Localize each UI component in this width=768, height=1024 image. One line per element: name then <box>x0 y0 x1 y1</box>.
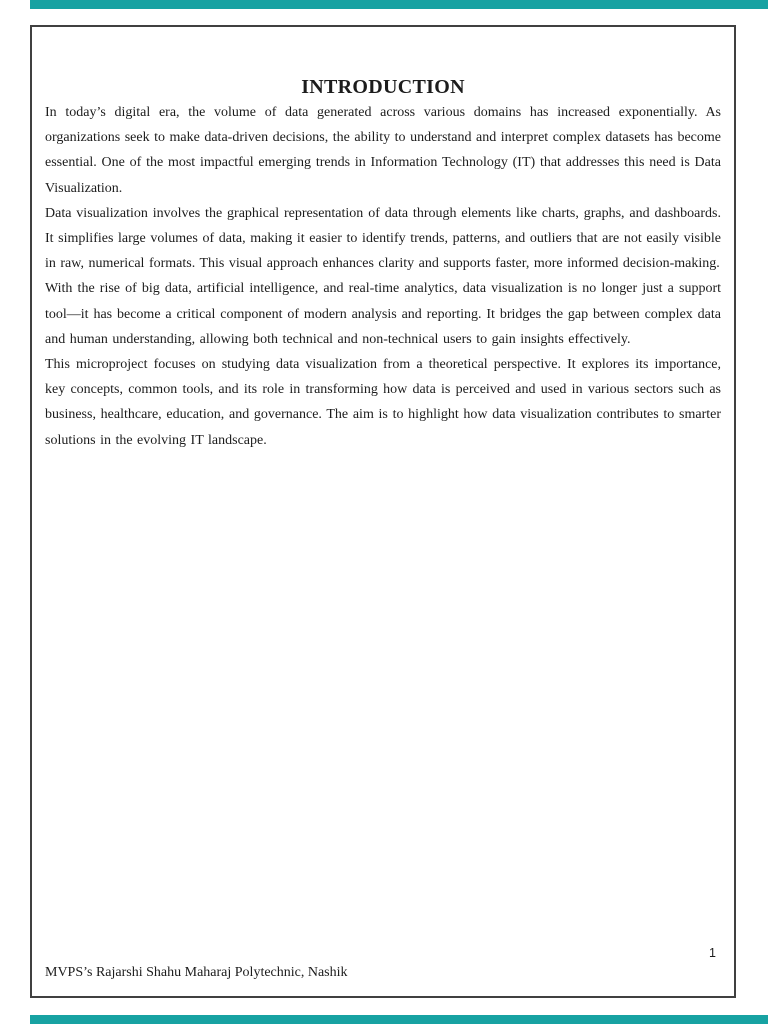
adjacent-page-edge-top <box>30 0 768 9</box>
page-content <box>32 27 734 453</box>
paragraph-2: Data visualization involves the graphical representation of data through elements like charts, graphs, and dashboards. It simplifies large volumes of data, making it easier to identify trends, patterns, and outliers that are not easily visible in raw, numerical formats. This visual approach enhances clarity and supports faster, more informed decision-making. <box>45 205 721 272</box>
footer-institution: MVPS’s Rajarshi Shahu Maharaj Polytechnic, Nashik <box>45 965 348 980</box>
adjacent-page-edge-bottom <box>30 1015 768 1024</box>
page-number: 1 <box>709 946 716 960</box>
paragraph-3: With the rise of big data, artificial intelligence, and real-time analytics, data visualization is no longer just a support tool—it has become a critical component of modern analysis and reporting. It bridges the gap between complex data and human understanding, allowing both technical and non-technical users to gain insights effectively. <box>45 281 721 347</box>
body-text <box>45 100 721 453</box>
paragraph-1: In today’s digital era, the volume of data generated across various domains has increased exponentially. As organizations seek to make data-driven decisions, the ability to understand and interpret complex datasets has become essential. One of the most impactful emerging trends in Information Technology (IT) that addresses this need is Data Visualization. <box>45 105 721 196</box>
paragraph-4: This microproject focuses on studying data visualization from a theoretical perspective. It explores its importance, key concepts, common tools, and its role in transforming how data is perceived and used in various sectors such as business, healthcare, education, and governance. The aim is to highlight how data visualization contributes to smarter solutions in the evolving IT landscape. <box>45 357 721 448</box>
document-page <box>30 25 736 998</box>
page-title: INTRODUCTION <box>301 76 465 98</box>
